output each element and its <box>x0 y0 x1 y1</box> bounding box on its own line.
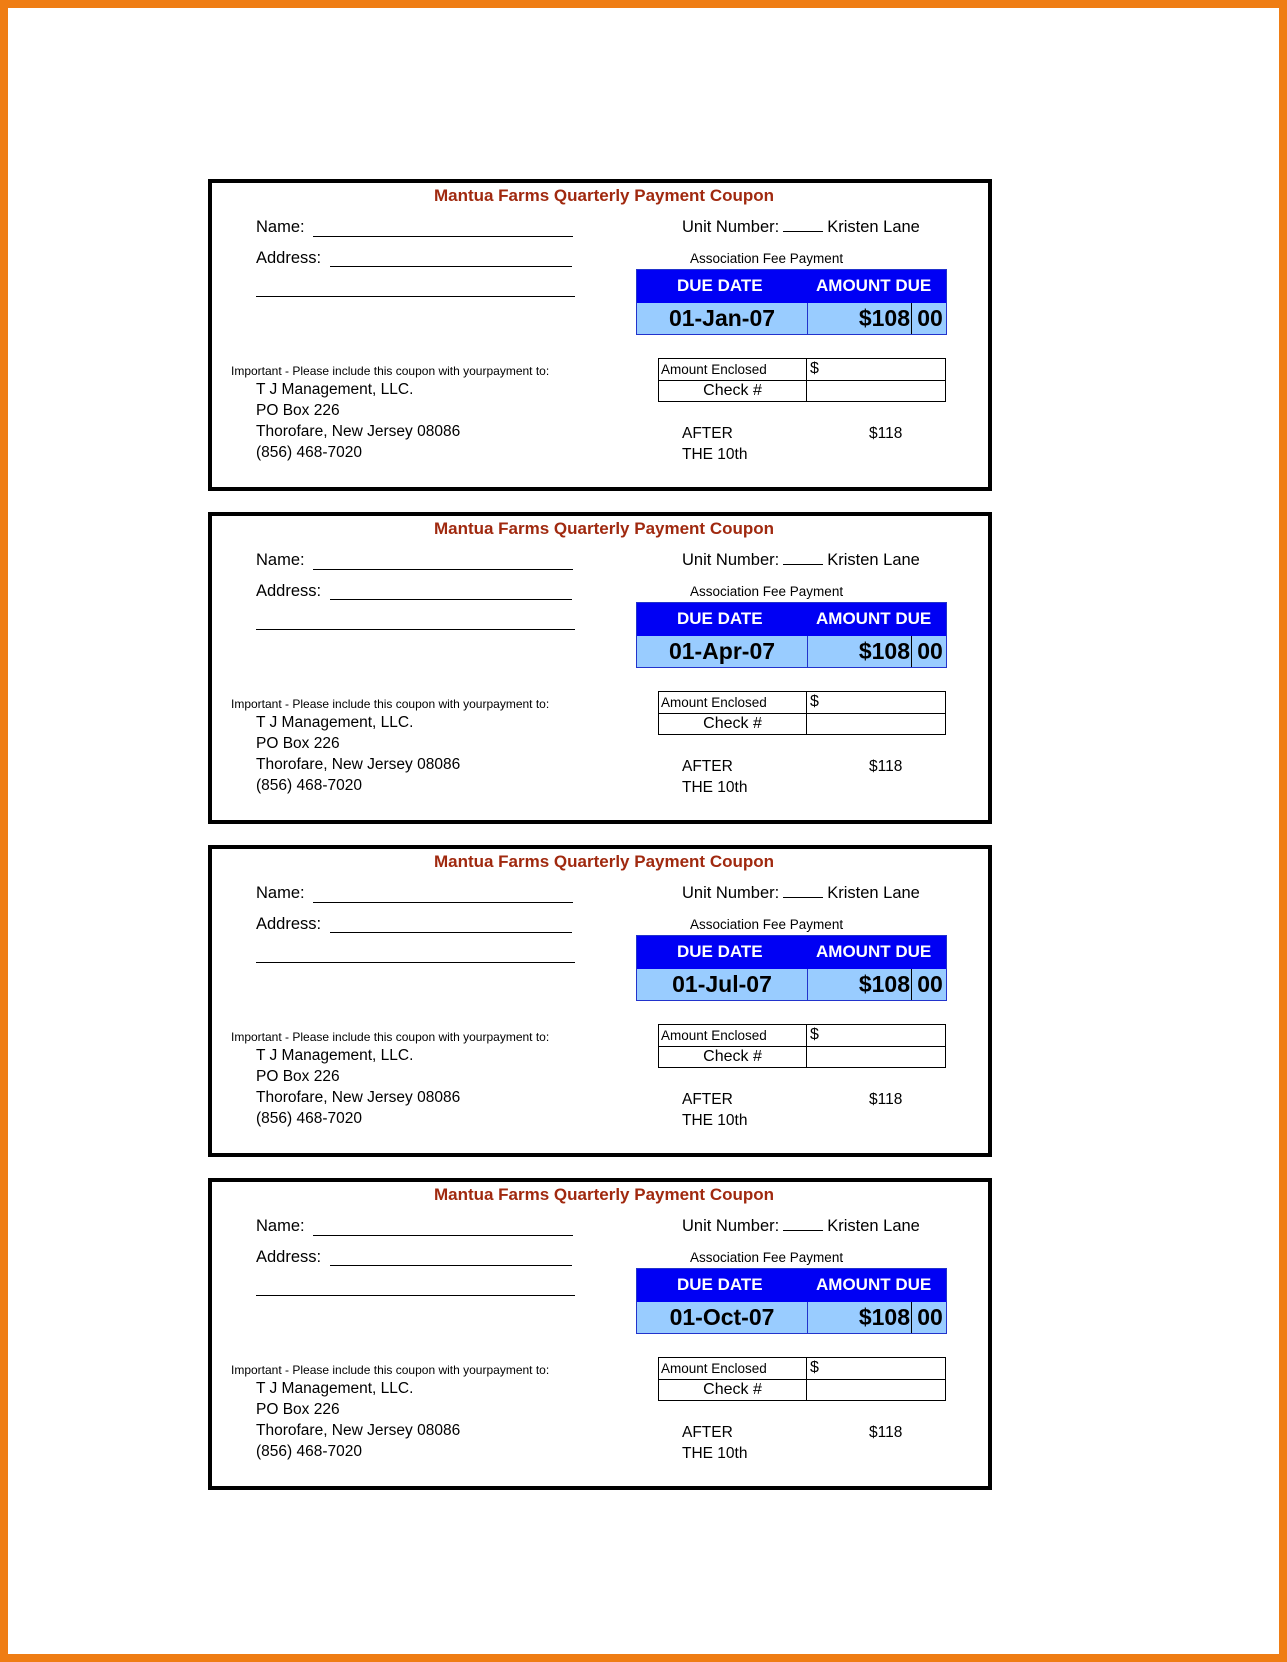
address-field-line2[interactable] <box>256 296 575 297</box>
name-field[interactable] <box>313 236 573 237</box>
late-notice-line1: AFTER <box>682 1091 733 1108</box>
amount-enclosed-label: Amount Enclosed <box>661 1028 767 1043</box>
amount-due-dollars: $108 <box>858 638 910 664</box>
due-table <box>636 1268 947 1334</box>
address-field[interactable] <box>330 266 572 267</box>
unit-number-field[interactable] <box>783 896 823 898</box>
due-table-header <box>637 1269 946 1302</box>
unit-number-label: Unit Number: <box>682 1217 780 1235</box>
amount-due-cents: 00 <box>917 971 943 997</box>
payment-coupon <box>208 845 992 1157</box>
unit-number <box>682 218 920 237</box>
late-notice-line2: THE 10th <box>682 1112 748 1129</box>
amount-due-header: AMOUNT DUE <box>816 276 932 295</box>
amount-enclosed-field[interactable]: $ <box>810 1026 819 1043</box>
address-label: Address: <box>256 915 322 933</box>
address-field-line2[interactable] <box>256 629 575 630</box>
important-note: Important - Please include this coupon with yourpayment to: <box>231 364 550 378</box>
payee-name: T J Management, LLC. <box>256 1047 414 1064</box>
address-label: Address: <box>256 1248 322 1266</box>
due-table-values <box>637 636 946 667</box>
amount-enclosed-label: Amount Enclosed <box>661 362 767 377</box>
name-label: Name: <box>256 551 305 569</box>
unit-number-field[interactable] <box>783 1229 823 1231</box>
check-row <box>659 1047 945 1068</box>
amount-due-cents: 00 <box>917 1304 943 1330</box>
payee-city: Thorofare, New Jersey 08086 <box>256 1089 461 1106</box>
amount-due-cents: 00 <box>917 638 943 664</box>
check-row <box>659 1380 945 1401</box>
due-date-value: 01-Jan-07 <box>668 305 776 331</box>
name-field[interactable] <box>313 569 573 570</box>
payee-phone: (856) 468-7020 <box>256 777 362 794</box>
amount-enclosed-row <box>659 692 945 714</box>
due-date-header: DUE DATE <box>677 942 763 961</box>
name-label: Name: <box>256 1217 305 1235</box>
fee-label: Association Fee Payment <box>690 584 844 599</box>
check-number-label: Check # <box>703 1048 762 1065</box>
amount-enclosed-row <box>659 1025 945 1047</box>
fee-label: Association Fee Payment <box>690 917 844 932</box>
cell-divider <box>806 1025 807 1067</box>
coupon-title: Mantua Farms Quarterly Payment Coupon <box>433 519 775 538</box>
late-amount: $118 <box>869 1091 903 1108</box>
due-table-values <box>637 303 946 334</box>
coupon-title: Mantua Farms Quarterly Payment Coupon <box>433 852 775 871</box>
cell-divider <box>911 969 912 1000</box>
unit-street: Kristen Lane <box>827 884 920 902</box>
due-date-header: DUE DATE <box>677 609 763 628</box>
name-label: Name: <box>256 884 305 902</box>
due-table-values <box>637 969 946 1000</box>
amount-due-header: AMOUNT DUE <box>816 942 932 961</box>
name-field[interactable] <box>313 902 573 903</box>
amount-enclosed-row <box>659 359 945 381</box>
late-notice-line2: THE 10th <box>682 446 748 463</box>
address-field[interactable] <box>330 599 572 600</box>
unit-street: Kristen Lane <box>827 551 920 569</box>
late-notice-line2: THE 10th <box>682 1445 748 1462</box>
cell-divider <box>911 303 912 334</box>
cell-divider <box>911 636 912 667</box>
enclosed-table <box>658 358 946 402</box>
amount-due-dollars: $108 <box>858 1304 910 1330</box>
payee-phone: (856) 468-7020 <box>256 1443 362 1460</box>
amount-due-dollars: $108 <box>858 305 910 331</box>
late-notice-line1: AFTER <box>682 425 733 442</box>
late-notice-line1: AFTER <box>682 1424 733 1441</box>
check-number-label: Check # <box>703 382 762 399</box>
late-amount: $118 <box>869 1424 903 1441</box>
amount-enclosed-label: Amount Enclosed <box>661 695 767 710</box>
payment-coupon <box>208 1178 992 1490</box>
late-notice-line2: THE 10th <box>682 779 748 796</box>
due-table-header <box>637 936 946 969</box>
due-table-header <box>637 270 946 303</box>
payee-city: Thorofare, New Jersey 08086 <box>256 756 461 773</box>
payee-name: T J Management, LLC. <box>256 714 414 731</box>
address-field[interactable] <box>330 1265 572 1266</box>
unit-number-field[interactable] <box>783 230 823 232</box>
payee-po-box: PO Box 226 <box>256 1401 340 1418</box>
due-table <box>636 269 947 335</box>
payee-po-box: PO Box 226 <box>256 735 340 752</box>
check-row <box>659 714 945 735</box>
amount-due-cents: 00 <box>917 305 943 331</box>
check-row <box>659 381 945 402</box>
address-field-line2[interactable] <box>256 962 575 963</box>
amount-enclosed-field[interactable]: $ <box>810 360 819 377</box>
fee-label: Association Fee Payment <box>690 251 844 266</box>
due-table <box>636 602 947 668</box>
enclosed-table <box>658 1024 946 1068</box>
name-field[interactable] <box>313 1235 573 1236</box>
due-date-header: DUE DATE <box>677 1275 763 1294</box>
cell-divider <box>807 969 808 1000</box>
payee-phone: (856) 468-7020 <box>256 444 362 461</box>
due-table <box>636 935 947 1001</box>
unit-number-label: Unit Number: <box>682 218 780 236</box>
amount-enclosed-field[interactable]: $ <box>810 1359 819 1376</box>
important-note: Important - Please include this coupon with yourpayment to: <box>231 1363 550 1377</box>
late-amount: $118 <box>869 758 903 775</box>
due-date-header: DUE DATE <box>677 276 763 295</box>
coupon-title: Mantua Farms Quarterly Payment Coupon <box>433 1185 775 1204</box>
amount-due-header: AMOUNT DUE <box>816 609 932 628</box>
cell-divider <box>911 1302 912 1333</box>
due-date-value: 01-Jul-07 <box>672 971 772 997</box>
amount-enclosed-label: Amount Enclosed <box>661 1361 767 1376</box>
amount-enclosed-field[interactable]: $ <box>810 693 819 710</box>
payee-name: T J Management, LLC. <box>256 381 414 398</box>
due-table-header <box>637 603 946 636</box>
name-label: Name: <box>256 218 305 236</box>
unit-street: Kristen Lane <box>827 1217 920 1235</box>
late-notice-line1: AFTER <box>682 758 733 775</box>
due-date-value: 01-Apr-07 <box>668 638 776 664</box>
amount-due-dollars: $108 <box>858 971 910 997</box>
payee-city: Thorofare, New Jersey 08086 <box>256 1422 461 1439</box>
address-label: Address: <box>256 582 322 600</box>
important-note: Important - Please include this coupon with yourpayment to: <box>231 697 550 711</box>
payee-name: T J Management, LLC. <box>256 1380 414 1397</box>
payee-city: Thorofare, New Jersey 08086 <box>256 423 461 440</box>
cell-divider <box>806 1358 807 1400</box>
payment-coupon <box>208 179 992 491</box>
amount-enclosed-row <box>659 1358 945 1380</box>
check-number-label: Check # <box>703 715 762 732</box>
due-table-values <box>637 1302 946 1333</box>
unit-number-label: Unit Number: <box>682 884 780 902</box>
cell-divider <box>806 692 807 734</box>
payee-phone: (856) 468-7020 <box>256 1110 362 1127</box>
unit-number <box>682 1217 920 1236</box>
unit-number-field[interactable] <box>783 563 823 565</box>
payee-po-box: PO Box 226 <box>256 1068 340 1085</box>
enclosed-table <box>658 691 946 735</box>
cell-divider <box>807 636 808 667</box>
unit-number-label: Unit Number: <box>682 551 780 569</box>
payment-coupon <box>208 512 992 824</box>
unit-street: Kristen Lane <box>827 218 920 236</box>
due-date-value: 01-Oct-07 <box>669 1304 775 1330</box>
coupon-title: Mantua Farms Quarterly Payment Coupon <box>433 186 775 205</box>
address-field[interactable] <box>330 932 572 933</box>
unit-number <box>682 884 920 903</box>
cell-divider <box>807 303 808 334</box>
unit-number <box>682 551 920 570</box>
fee-label: Association Fee Payment <box>690 1250 844 1265</box>
cell-divider <box>807 1302 808 1333</box>
check-number-label: Check # <box>703 1381 762 1398</box>
address-label: Address: <box>256 249 322 267</box>
enclosed-table <box>658 1357 946 1401</box>
late-amount: $118 <box>869 425 903 442</box>
important-note: Important - Please include this coupon with yourpayment to: <box>231 1030 550 1044</box>
address-field-line2[interactable] <box>256 1295 575 1296</box>
payee-po-box: PO Box 226 <box>256 402 340 419</box>
cell-divider <box>806 359 807 401</box>
amount-due-header: AMOUNT DUE <box>816 1275 932 1294</box>
